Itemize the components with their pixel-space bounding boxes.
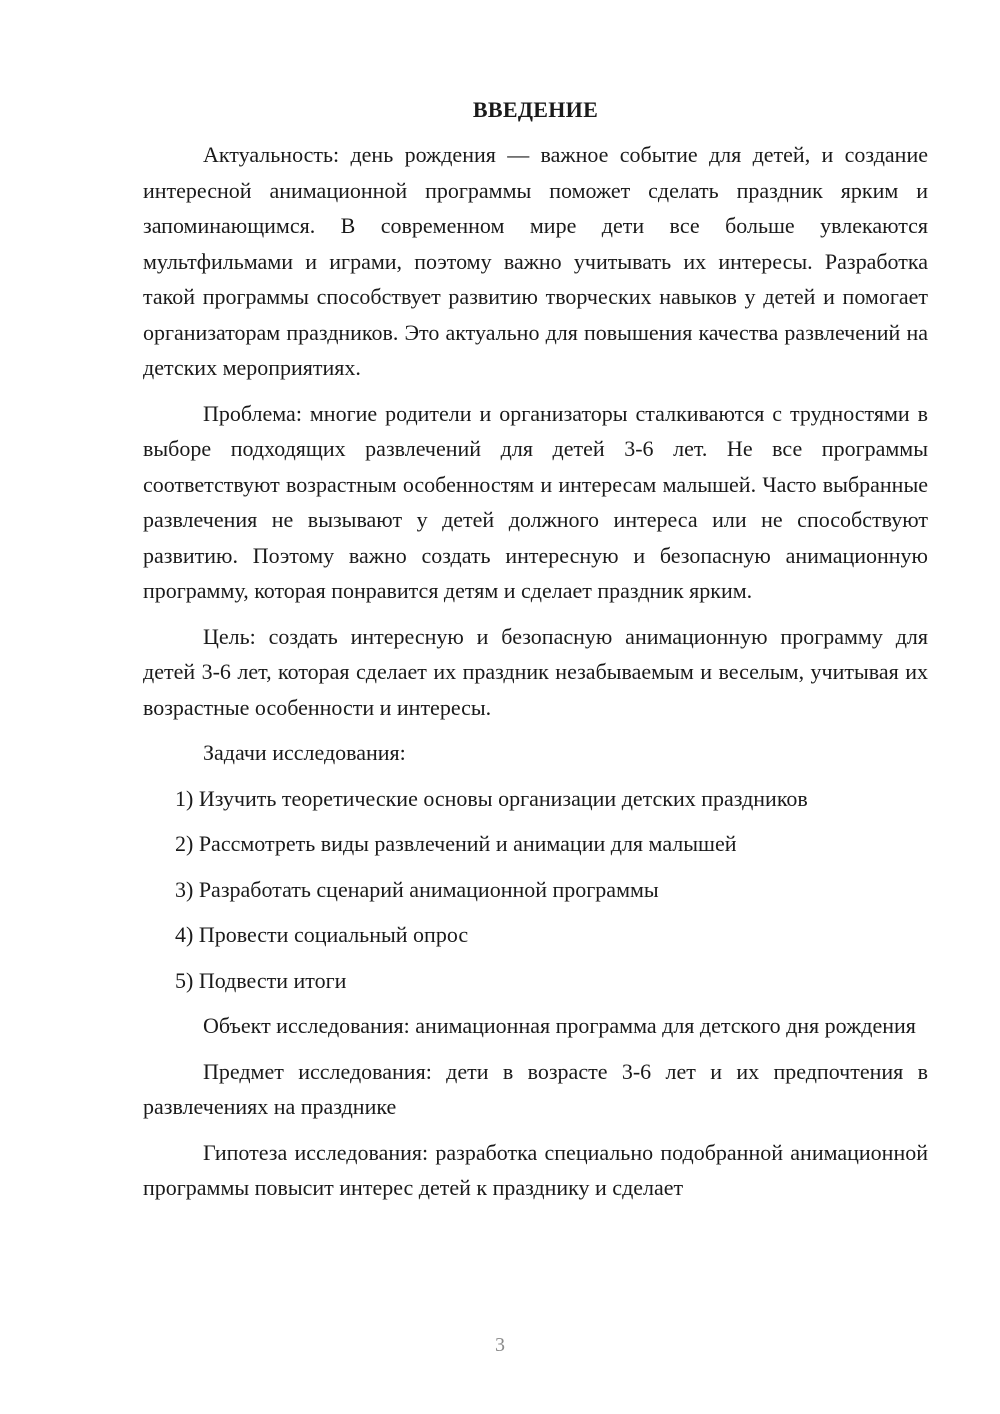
document-page — [143, 95, 928, 1206]
list-item: 5) Подвести итоги — [175, 967, 347, 993]
list-item: 3) Разработать сценарий анимационной программы — [175, 876, 659, 902]
page-title: ВВЕДЕНИЕ — [472, 97, 599, 122]
tasks-heading: Задачи исследования: — [203, 740, 406, 765]
paragraph-subject: Предмет исследования: дети в возрасте 3-6 лет и их предпочтения в развлечениях на празднике — [143, 1058, 928, 1119]
paragraph-goal: Цель: создать интересную и безопасную анимационную программу для детей 3-6 лет, которая сделает их праздник незабываемым и веселым, учитывая их возрастные особенности и интересы. — [143, 623, 928, 720]
paragraph-relevance: Актуальность: день рождения — важное событие для детей, и создание интересной анимационной программы поможет сделать праздник ярким и запоминающимся. В современном мире дети все больше увлекаются мультфильмами и играми, поэтому важно учитывать их интересы. Разработка такой программы способствует развитию творческих навыков у детей и помогает организаторам праздников. Это актуально для повышения качества развлечений на детских мероприятиях. — [143, 142, 928, 380]
list-item: 1) Изучить теоретические основы организации детских праздников — [175, 785, 808, 811]
paragraph-problem: Проблема: многие родители и организаторы сталкиваются с трудностями в выборе подходящих развлечений для детей 3-6 лет. Не все программы соответствуют возрастным особенностям и интересам малышей. Часто выбранные развлечения не вызывают у детей должного интереса или не способствуют развитию. Поэтому важно создать интересную и безопасную анимационную программу, которая понравится детям и сделает праздник ярким. — [143, 400, 928, 603]
task-list — [143, 781, 928, 999]
list-item: 2) Рассмотреть виды развлечений и анимации для малышей — [175, 831, 737, 856]
page-number: 3 — [495, 1334, 505, 1356]
paragraph-hypothesis: Гипотеза исследования: разработка специально подобранной анимационной программы повысит интерес детей к празднику и сделает — [143, 1139, 928, 1200]
list-item: 4) Провести социальный опрос — [175, 922, 469, 947]
paragraph-object: Объект исследования: анимационная программа для детского дня рождения — [203, 1013, 916, 1038]
